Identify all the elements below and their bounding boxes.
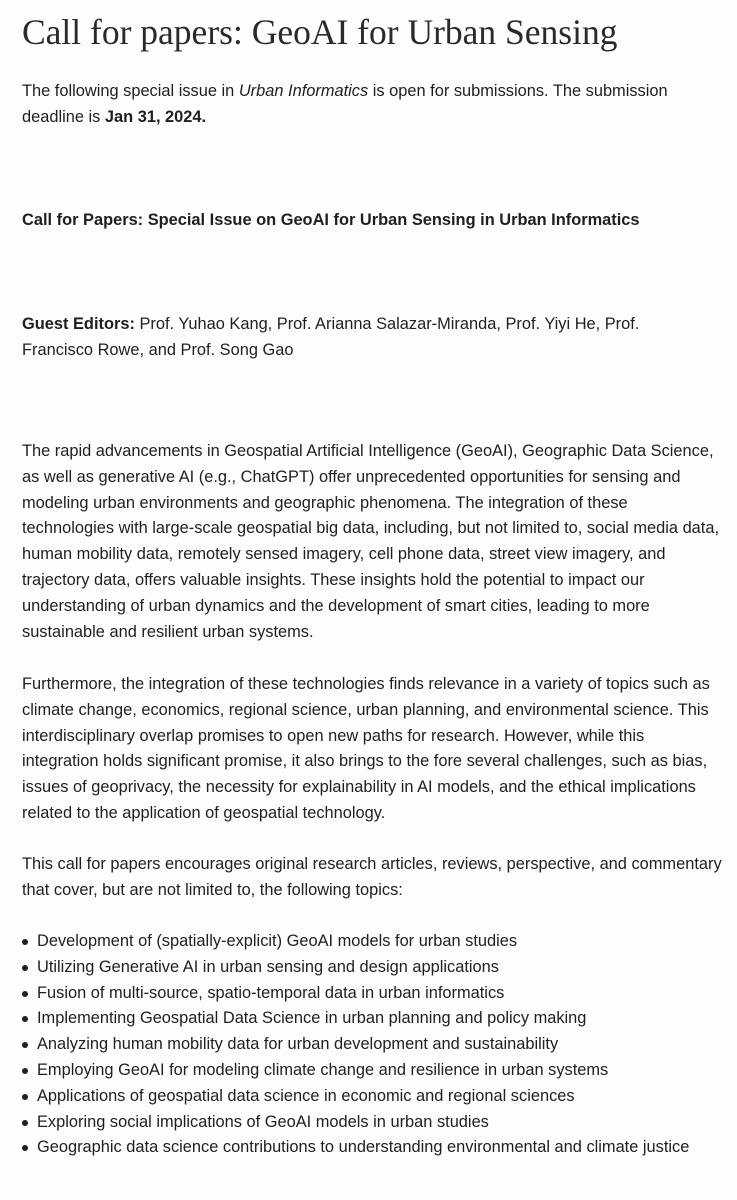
list-item: Development of (spatially-explicit) GeoAI models for urban studies (22, 929, 722, 955)
journal-name: Urban Informatics (238, 82, 369, 100)
list-item: Exploring social implications of GeoAI models in urban studies (22, 1110, 722, 1136)
intro-text-middle: is open for submissions. The submission deadline is (22, 82, 668, 126)
guest-editors-label: Guest Editors: (22, 315, 135, 333)
intro-paragraph (22, 79, 722, 131)
list-item: Geographic data science contributions to understanding environmental and climate justice (22, 1135, 722, 1161)
submission-deadline: Jan 31, 2024. (104, 107, 207, 126)
body-paragraph: The rapid advancements in Geospatial Artificial Intelligence (GeoAI), Geographic Data Science, as well as generative AI (e.g., ChatGPT) offer unprecedented opportunities for sensing and modeling urban environments and geographic phenomena. The integration of these technologies with large-scale geospatial big data, including, but not limited to, social media data, human mobility data, remotely sensed imagery, cell phone data, street view imagery, and trajectory data, offers valuable insights. These insights hold the potential to impact our understanding of urban dynamics and the development of smart cities, leading to more sustainable and resilient urban systems. (22, 442, 720, 641)
body-paragraph: This call for papers encourages original research articles, reviews, perspective, and commentary that cover, but are not limited to, the following topics: (22, 855, 722, 899)
intro-text-start: The following special issue in (22, 82, 239, 100)
guest-editors (22, 312, 712, 364)
page-title: Call for papers: GeoAI for Urban Sensing (22, 12, 618, 52)
guest-editors-names: Prof. Yuhao Kang, Prof. Arianna Salazar-Miranda, Prof. Yiyi He, Prof. Francisco Rowe, and Prof. Song Gao (22, 315, 640, 359)
list-item: Applications of geospatial data science in economic and regional sciences (22, 1084, 722, 1110)
list-item: Implementing Geospatial Data Science in urban planning and policy making (22, 1006, 722, 1032)
list-item: Analyzing human mobility data for urban development and sustainability (22, 1032, 722, 1058)
body-paragraph: Furthermore, the integration of these technologies finds relevance in a variety of topics such as climate change, economics, regional science, urban planning, and environmental science. This interdisciplinary overlap promises to open new paths for research. However, while this integration holds significant promise, it also brings to the fore several challenges, such as bias, issues of geoprivacy, the necessity for explainability in AI models, and the ethical implications related to the application of geospatial technology. (22, 675, 710, 822)
list-item: Fusion of multi-source, spatio-temporal data in urban informatics (22, 981, 722, 1007)
list-item: Employing GeoAI for modeling climate change and resilience in urban systems (22, 1058, 722, 1084)
list-item: Utilizing Generative AI in urban sensing and design applications (22, 955, 722, 981)
topics-list (22, 929, 722, 1161)
cfp-heading: Call for Papers: Special Issue on GeoAI for Urban Sensing in Urban Informatics (22, 211, 640, 229)
